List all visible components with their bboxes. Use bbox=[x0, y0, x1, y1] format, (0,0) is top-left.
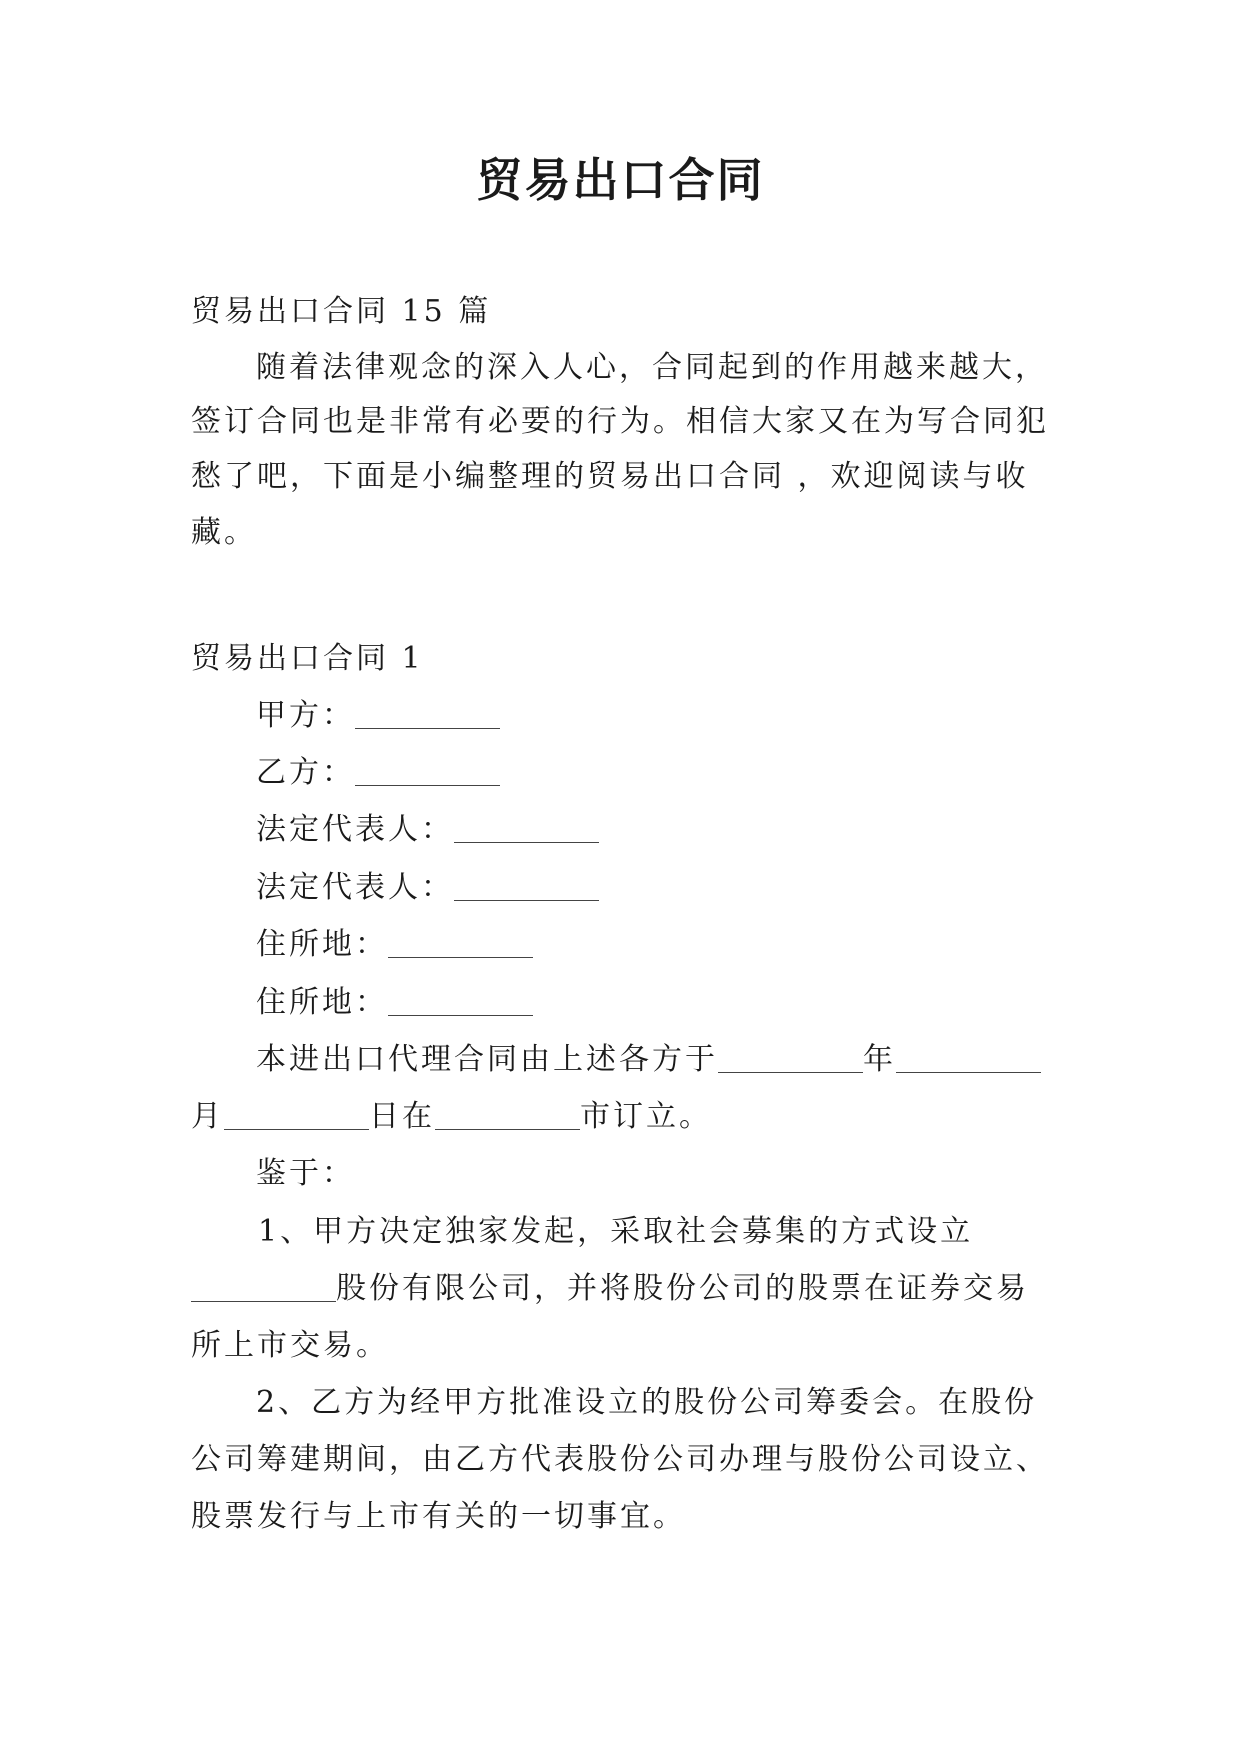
item-2-line: 股票发行与上市有关的一切事宜。 bbox=[191, 1499, 686, 1534]
month-label: 月 bbox=[191, 1099, 224, 1134]
intro-paragraph-line: 藏。 bbox=[191, 515, 257, 550]
party-b-row bbox=[256, 751, 500, 795]
signing-row bbox=[256, 1038, 1041, 1082]
company-name-blank bbox=[191, 1271, 336, 1302]
address-b-blank bbox=[388, 985, 533, 1016]
whereas-label: 鉴于： bbox=[256, 1156, 355, 1191]
item-2-line: 公司筹建期间，由乙方代表股份公司办理与股份公司设立、 bbox=[191, 1442, 1049, 1477]
item-1-line: 1、甲方决定独家发起，采取社会募集的方式设立 bbox=[258, 1214, 974, 1249]
month-blank bbox=[896, 1042, 1041, 1073]
legal-rep-a-row bbox=[256, 808, 599, 852]
contract-heading: 贸易出口合同 1 bbox=[191, 641, 424, 676]
legal-rep-a-label: 法定代表人： bbox=[256, 812, 454, 847]
city-label: 市订立。 bbox=[580, 1099, 712, 1134]
intro-paragraph-line: 签订合同也是非常有必要的行为。相信大家又在为写合同犯 bbox=[191, 404, 1049, 439]
year-blank bbox=[718, 1042, 863, 1073]
signing-row-continued bbox=[191, 1095, 712, 1139]
item-1-line: 所上市交易。 bbox=[191, 1328, 389, 1363]
address-a-label: 住所地： bbox=[256, 927, 388, 962]
day-at-label: 日在 bbox=[369, 1099, 435, 1134]
party-a-blank bbox=[355, 698, 500, 729]
intro-paragraph-line: 随着法律观念的深入人心，合同起到的作用越来越大， bbox=[256, 350, 1048, 385]
signing-text: 本进出口代理合同由上述各方于 bbox=[256, 1042, 718, 1077]
day-blank bbox=[224, 1099, 369, 1130]
intro-heading: 贸易出口合同 15 篇 bbox=[191, 294, 492, 329]
item-2-line: 2、乙方为经甲方批准设立的股份公司筹委会。在股份 bbox=[256, 1385, 1038, 1420]
city-blank bbox=[435, 1099, 580, 1130]
legal-rep-b-row bbox=[256, 866, 599, 910]
party-b-label: 乙方： bbox=[256, 755, 355, 790]
party-b-blank bbox=[355, 755, 500, 786]
item-1-line-2-text: 股份有限公司，并将股份公司的股票在证券交易 bbox=[336, 1271, 1029, 1306]
legal-rep-a-blank bbox=[454, 812, 599, 843]
intro-paragraph-line: 愁了吧，下面是小编整理的贸易出口合同 ，欢迎阅读与收 bbox=[191, 459, 1029, 494]
address-a-blank bbox=[388, 927, 533, 958]
year-label: 年 bbox=[863, 1042, 896, 1077]
legal-rep-b-label: 法定代表人： bbox=[256, 870, 454, 905]
address-b-row bbox=[256, 981, 533, 1025]
party-a-label: 甲方： bbox=[256, 698, 355, 733]
document-title: 贸易出口合同 bbox=[476, 153, 765, 207]
address-a-row bbox=[256, 923, 533, 967]
address-b-label: 住所地： bbox=[256, 985, 388, 1020]
legal-rep-b-blank bbox=[454, 870, 599, 901]
party-a-row bbox=[256, 694, 500, 738]
item-1-line-2 bbox=[191, 1267, 1029, 1311]
